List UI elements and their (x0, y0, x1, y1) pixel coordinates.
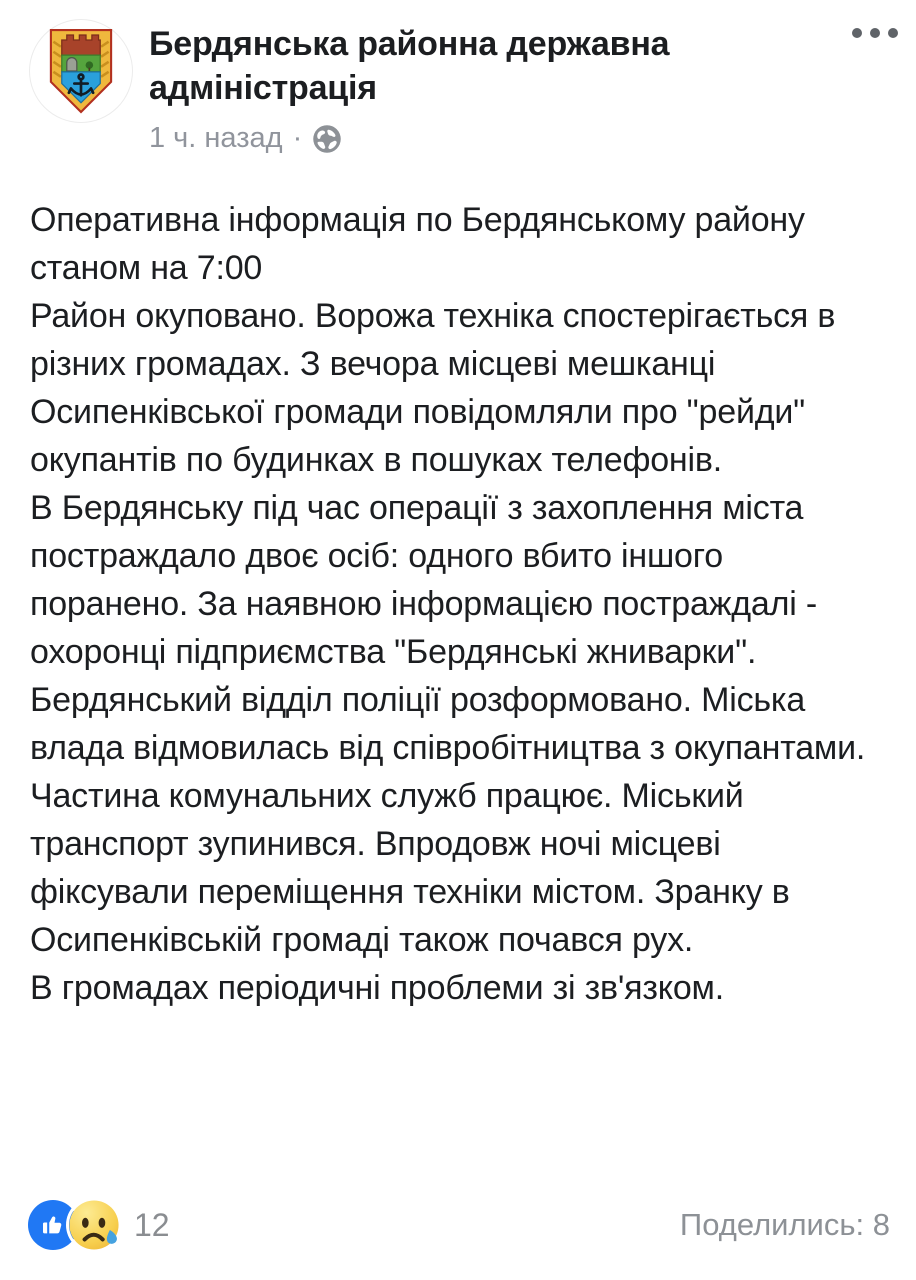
author-name[interactable]: Бердянська районна державна адміністрація (149, 25, 670, 107)
timestamp[interactable]: 1 ч. назад (149, 122, 283, 154)
ellipsis-icon (852, 28, 862, 38)
ellipsis-icon (870, 28, 880, 38)
header-text (149, 20, 779, 155)
coat-of-arms-icon (38, 25, 124, 117)
post-meta (149, 122, 779, 155)
post-header (30, 20, 886, 155)
ellipsis-icon (888, 28, 898, 38)
post-paragraph: В громадах періодичні проблеми зі зв'язком. (30, 969, 724, 1007)
post-paragraph: Район окуповано. Ворожа техніка спостерігається в різних громадах. З вечора місцеві мешканці Осипенківської громади повідомляли про "рейди" окупантів по будинках в пошуках телефонів. (30, 297, 836, 479)
post-paragraph: Оперативна інформація по Бердянському району станом на 7:00 (30, 201, 805, 287)
post-text (30, 196, 888, 1012)
meta-separator: · (292, 122, 303, 154)
post-paragraph: Бердянський відділ поліції розформовано. Міська влада відмовилась від співробітництва з окупантами. Частина комунальних служб працює. Міський транспорт зупинився. Впродовж ночі місцеві фіксували переміщення техніки містом. Зранку в Осипенківській громаді також почався рух. (30, 681, 866, 959)
post-paragraph: В Бердянську під час операції з захоплення міста постраждало двоє осіб: одного вбито іншого поранено. За наявною інформацією постраждалі - охоронці підприємства "Бердянські жниварки". (30, 489, 817, 671)
shares-count[interactable]: Поделились: 8 (679, 1207, 890, 1242)
avatar[interactable] (30, 20, 132, 122)
globe-icon (312, 124, 342, 154)
reaction-count[interactable]: 12 (134, 1206, 170, 1243)
reactions-summary[interactable] (28, 1200, 170, 1250)
post-footer (28, 1196, 890, 1254)
post-menu-button[interactable] (846, 22, 904, 44)
sad-reaction-icon (69, 1200, 119, 1250)
